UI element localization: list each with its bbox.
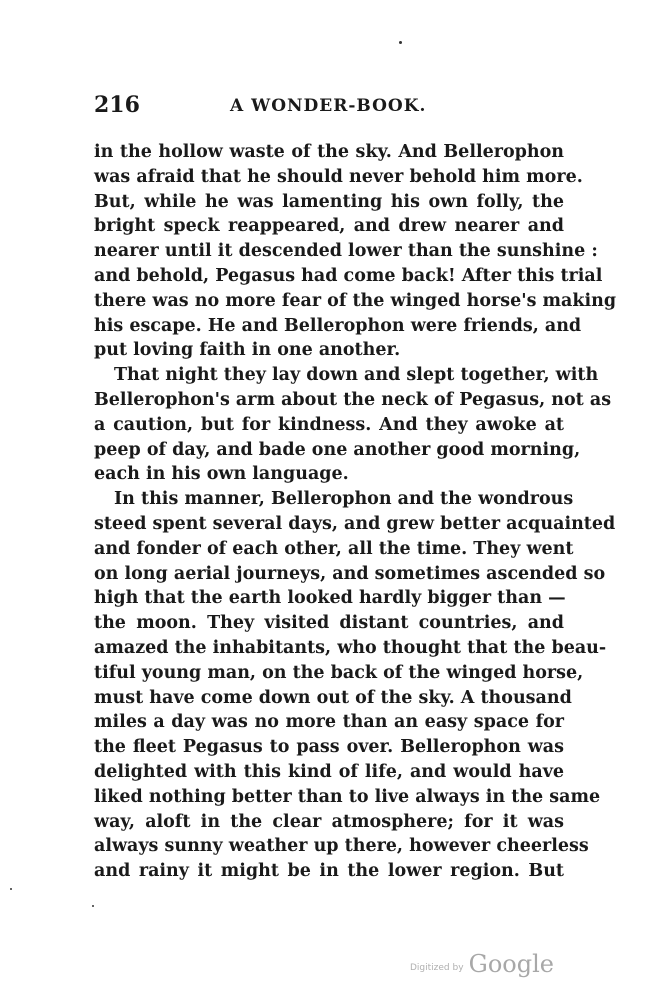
running-title: A WONDER-BOOK. — [230, 96, 427, 116]
text-line: on long aerial journeys, and sometimes ascended so — [94, 563, 606, 584]
text-line: the fleet Pegasus to pass over. Bellerophon was — [94, 737, 564, 758]
watermark-prefix: Digitized by — [410, 963, 464, 973]
text-line: liked nothing better than to live always in the same — [94, 786, 601, 807]
text-line: in the hollow waste of the sky. And Bellerophon — [94, 142, 564, 162]
text-line: the moon. They visited distant countries, and — [94, 613, 564, 634]
print-speck — [10, 888, 12, 890]
text-line: way, aloft in the clear atmosphere; for it was — [94, 811, 564, 832]
text-line: delighted with this kind of life, and would have — [94, 761, 564, 782]
google-logo: Google — [468, 950, 554, 978]
text-line: bright speck reappeared, and drew nearer and — [94, 216, 564, 237]
body-text — [94, 140, 617, 884]
text-line: put loving faith in one another. — [94, 340, 401, 361]
text-line: each in his own language. — [94, 464, 349, 485]
digitization-watermark — [410, 950, 554, 978]
text-line: amazed the inhabitants, who thought that the beau- — [94, 637, 607, 658]
text-line: tiful young man, on the back of the winged horse, — [94, 662, 584, 683]
text-line: high that the earth looked hardly bigger than — — [94, 588, 566, 609]
text-line: his escape. He and Bellerophon were friends, and — [94, 315, 582, 336]
text-line: a caution, but for kindness. And they awoke at — [94, 414, 564, 435]
text-line: was afraid that he should never behold him more. — [94, 166, 583, 187]
text-line: and fonder of each other, all the time. They went — [94, 538, 574, 559]
text-line: That night they lay down and slept together, with — [114, 365, 599, 386]
text-line: miles a day was no more than an easy space for — [94, 712, 564, 733]
text-line: always sunny weather up there, however cheerless — [94, 836, 589, 857]
text-line: and rainy it might be in the lower region. But — [94, 861, 564, 882]
page-number: 216 — [94, 92, 140, 118]
print-speck — [399, 41, 402, 44]
text-line: and behold, Pegasus had come back! After this trial — [94, 265, 603, 286]
text-line: peep of day, and bade one another good morning, — [94, 439, 581, 460]
text-line: Bellerophon's arm about the neck of Pegasus, not as — [94, 389, 612, 410]
text-line: steed spent several days, and grew better acquainted — [94, 513, 616, 534]
text-line: But, while he was lamenting his own folly, the — [94, 191, 564, 212]
print-speck — [92, 905, 94, 907]
text-line: there was no more fear of the winged horse's making — [94, 290, 617, 311]
text-line: nearer until it descended lower than the sunshine : — [94, 241, 598, 262]
text-line: must have come down out of the sky. A thousand — [94, 687, 572, 708]
text-line: In this manner, Bellerophon and the wondrous — [114, 489, 574, 510]
